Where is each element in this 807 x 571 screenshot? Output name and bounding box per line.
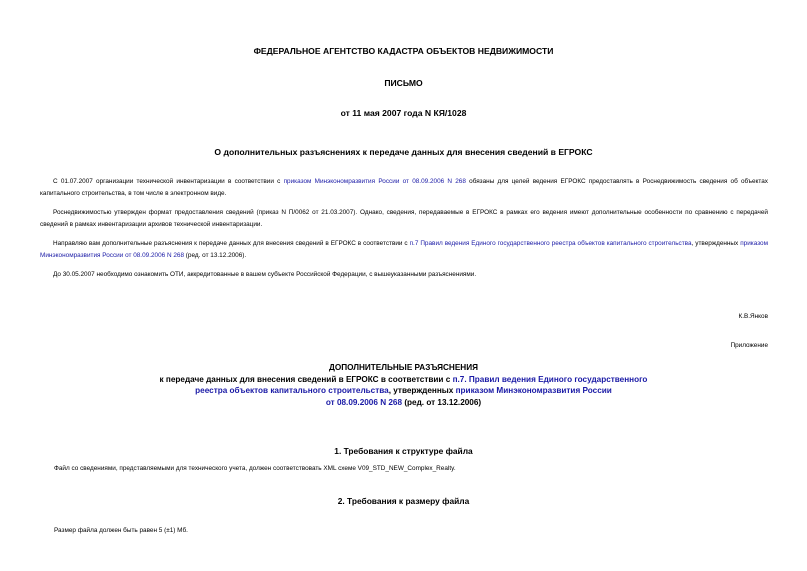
section-2-text: Размер файла должен быть равен 5 (±1) Мб. (54, 527, 188, 534)
paragraph-1-text-a: С 01.07.2007 организации технической инвентаризации в соответствии с (53, 178, 284, 185)
section-1-text: Файл со сведениями, представляемыми для технического учета, должен соответствовать XML схеме V09_STD_NEW_Complex_Realty. (54, 465, 456, 472)
rules-p7-link-appendix-cont[interactable]: реестра объектов капитального строительства (195, 386, 389, 396)
appendix-heading: ДОПОЛНИТЕЛЬНЫЕ РАЗЪЯСНЕНИЯ (329, 363, 478, 372)
paragraph-3-text-b: , утвержденных (691, 240, 741, 247)
paragraph-3-text-a: Направляю вам дополнительные разъяснения к передаче данных для внесения сведений в ЕГРОКС в соответствии с (53, 240, 410, 247)
appendix-line-3-text: , утвержденных (388, 386, 456, 396)
appendix-line-2-text: к передаче данных для внесения сведений в ЕГРОКС в соответствии с (159, 374, 453, 384)
paragraph-1-text-b: обязаны для целей ведения ЕГРОКС предоставлять в Роснедвижимость сведения об объектах капитального строительства, в том числе в электронном виде. (40, 178, 768, 197)
order-link-appendix-cont[interactable]: от 08.09.2006 N 268 (325, 397, 403, 407)
section-2-heading: 2. Требования к размеру файла (337, 496, 470, 506)
appendix-title (0, 362, 807, 408)
section-1-heading: 1. Требования к структуре файла (334, 446, 473, 456)
paragraph-3 (40, 238, 768, 261)
doc-type: ПИСЬМО (384, 78, 423, 88)
order-link-appendix[interactable]: приказом Минэкономразвития России (455, 386, 612, 396)
order-268-link-2[interactable]: приказом Минэкономразвития России от 08.09.2006 N 268 (40, 240, 768, 259)
paragraph-1 (40, 176, 768, 199)
appendix-line-2 (0, 374, 807, 386)
order-268-link[interactable]: приказом Минэкономразвития России от 08.09.2006 N 268 (283, 178, 466, 185)
appendix-line-4 (0, 397, 807, 409)
paragraph-4: До 30.05.2007 необходимо ознакомить ОТИ, аккредитованные в вашем субъекте Российской Федерации, с вышеуказанными разъяснениями. (53, 271, 477, 278)
appendix-label: Приложение (730, 342, 768, 349)
signature: К.В.Янков (738, 313, 768, 320)
rules-p7-link[interactable]: п.7 Правил ведения Единого государственного реестра объектов капитального строительства (409, 240, 692, 247)
paragraph-2: Роснедвижимостью утвержден формат предоставления сведений (приказ N П/0062 от 21.03.2007). Однако, сведения, передаваемые в ЕГРОКС в рамках его ведения имеют дополнительные особенности по сравнению с передачей сведений в рамках инвентаризации архивов технической инвентаризации. (40, 209, 768, 228)
rules-p7-link-appendix[interactable]: п.7. Правил ведения Единого государственного (452, 374, 648, 384)
appendix-line-4-text: (ред. от 13.12.2006) (402, 397, 482, 407)
paragraph-3-text-c: (ред. от 13.12.2006). (184, 251, 247, 259)
doc-subject: О дополнительных разъяснениях к передаче данных для внесения сведений в ЕГРОКС (214, 147, 593, 157)
doc-date-number: от 11 мая 2007 года N КЯ/1028 (340, 108, 467, 118)
agency-title: ФЕДЕРАЛЬНОЕ АГЕНТСТВО КАДАСТРА ОБЪЕКТОВ НЕДВИЖИМОСТИ (253, 46, 554, 56)
appendix-line-3 (0, 385, 807, 397)
